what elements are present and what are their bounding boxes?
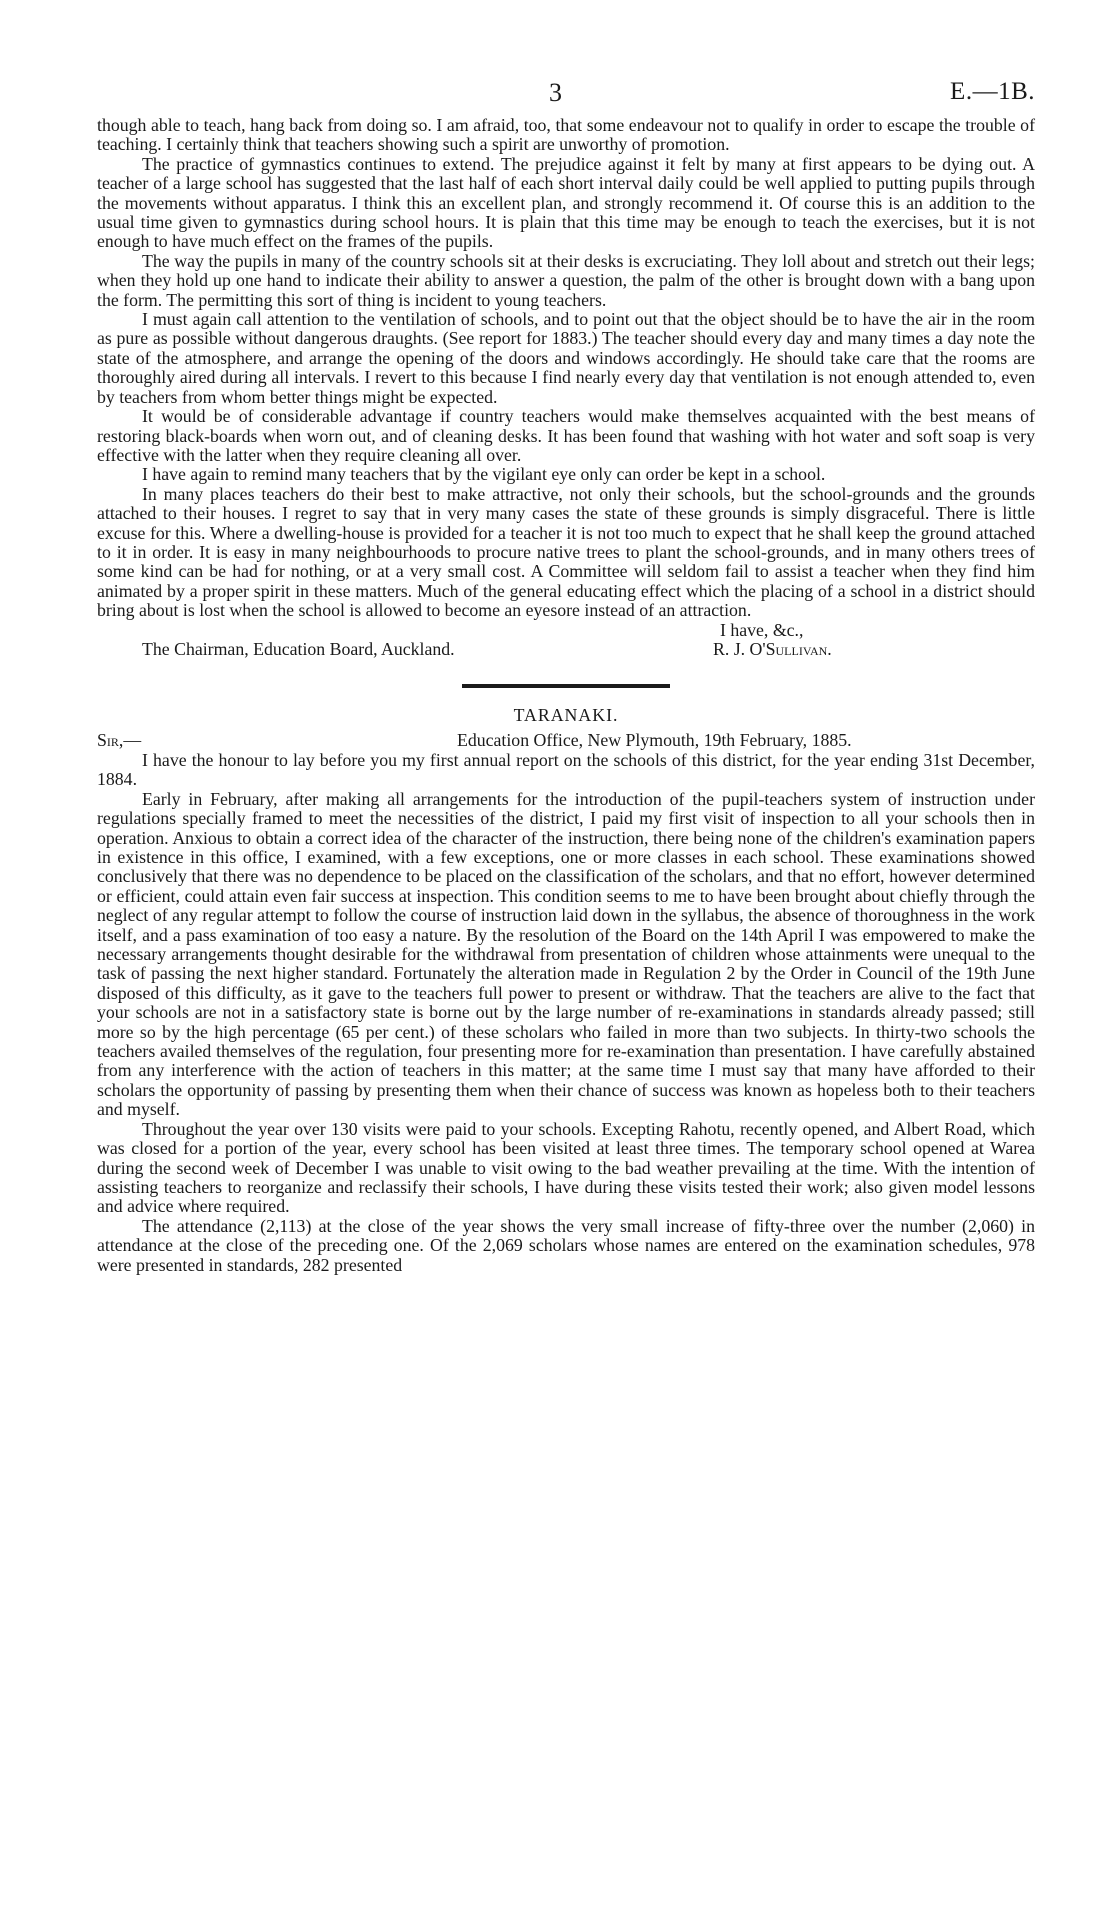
section-divider xyxy=(462,684,670,688)
closing-phrase: I have, &c., xyxy=(720,619,804,640)
taranaki-report-body xyxy=(97,751,1035,1275)
salutation-line xyxy=(97,731,1035,751)
paragraph-gymnastics: The practice of gymnastics continues to extend. The prejudice against it felt by many at first appears to be dying out. A teacher of a large school has suggested that the last half of each short interval daily could be well applied to putting pupils through the movements without apparatus. I think this an excellent plan, and strongly recommend it. Of course this is an addition to the usual time given to gymnastics during school hours. It is plain that this time may be enough to teach the exercises, but it is not enough to have much effect on the frames of the pupils. xyxy=(97,153,1035,252)
paragraph-continuation: though able to teach, hang back from doing so. I am afraid, too, that some endeavour not to qualify in order to escape the trouble of teaching. I certainly think that teachers showing such a spirit are unworthy of promotion. xyxy=(97,115,1035,155)
auckland-report-body xyxy=(97,116,1035,621)
paragraph-ventilation: I must again call attention to the ventilation of schools, and to point out that the object should be to have the air in the room as pure as possible without dangerous draughts. (See report for 1883.) The teacher should every day and many times a day note the state of the atmosphere, and arrange the opening of the doors and windows accordingly. He should take care that the rooms are thoroughly aired during all intervals. I revert to this because I find nearly every day that ventilation is not enough attended to, even by teachers from whom better things might be expected. xyxy=(97,309,1035,407)
paragraph-attendance: The attendance (2,113) at the close of the year shows the very small increase of fifty-three over the number (2,060) in attendance at the close of the preceding one. Of the 2,069 scholars whose names are entered on the examination schedules, 978 were presented in standards, 282 presented xyxy=(97,1215,1035,1275)
salutation-lead: S xyxy=(97,729,107,750)
addressee: The Chairman, Education Board, Auckland. xyxy=(142,638,455,659)
auckland-signoff xyxy=(97,621,1035,659)
signature-initials: R. J. O' xyxy=(713,638,766,659)
salutation-rest: ir,— xyxy=(106,729,142,750)
paragraph-order: I have again to remind many teachers that by the vigilant eye only can order be kept in a school. xyxy=(142,464,826,485)
paragraph-blackboards: It would be of considerable advantage if country teachers would make themselves acquainted with the best means of restoring black-boards when worn out, and of cleaning desks. It has been found that washing with hot water and soft soap is very effective with the latter when they require cleaning all over. xyxy=(97,406,1035,465)
paragraph-inspection: Early in February, after making all arrangements for the introduction of the pupil-teachers system of instruction under regulations specially framed to meet the necessities of the district, I paid my first visit of inspection to all your schools then in operation. Anxious to obtain a correct idea of the character of the instruction, there being none of the children's examination papers in existence in this office, I examined, with a few exceptions, one or more classes in each school. These examinations showed conclusively that there was no dependence to be placed on the classification of the scholars, and that no effort, however determined or efficient, could attain even fair success at inspection. This condition seems to me to have been brought about chiefly through the neglect of any regular attempt to follow the course of instruction laid down in the syllabus, the absence of thoroughness in the work itself, and a pass examination of too easy a nature. By the resolution of the Board on the 14th April I was empowered to make the necessary arrangements thought desirable for the withdrawal from presentation of children whose attainments were unequal to the task of passing the next higher standard. Fortunately the alteration made in Regulation 2 by the Order in Council of the 19th June disposed of this difficulty, as it gave to the teachers full power to present or withdraw. That the teachers are alive to the fact that your schools are not in a satisfactory state is borne out by the large number of re-examinations in standards already passed; still more so by the high percentage (65 per cent.) of these scholars who failed in more than two subjects. In thirty-two schools the teachers availed themselves of the regulation, four presenting more for re-examination than presentation. I have carefully abstained from any interference with the action of teachers in this matter; at the same time I must say that many have afforded to their scholars the opportunity of passing by presenting them when their chance of success was known as hopeless both to their teachers and myself. xyxy=(97,788,1035,1120)
paragraph-visits: Throughout the year over 130 visits were paid to your schools. Excepting Rahotu, recently opened, and Albert Road, which was closed for a portion of the year, every school has been visited at least three times. The temporary school opened at Warea during the second week of December I was unable to visit owing to the bad weather prevailing at the time. With the intention of assisting teachers to reorganize and reclassify their schools, I have during these visits tested their work; also given model lessons and advice where required. xyxy=(97,1118,1035,1217)
salutation xyxy=(97,731,141,750)
paragraph-grounds: In many places teachers do their best to make attractive, not only their schools, but the school-grounds and the grounds attached to their houses. I regret to say that in very many cases the state of these grounds is simply disgraceful. There is little excuse for this. Where a dwelling-house is provided for a teacher it is not too much to expect that he shall keep the ground attached to it in order. It is easy in many neighbourhoods to procure native trees to plant the school-grounds, and in many others trees of some kind can be had for nothing, or at a very small cost. A Committee will seldom fail to assist a teacher when they find him animated by a proper spirit in these matters. Much of the general educating effect which the placing of a school in a district should bring about is lost when the school is allowed to become an eyesore instead of an attraction. xyxy=(97,483,1035,621)
signature xyxy=(713,640,832,659)
dateline: Education Office, New Plymouth, 19th February, 1885. xyxy=(457,729,852,750)
signature-surname: Sullivan. xyxy=(765,638,832,659)
paragraph-introduction: I have the honour to lay before you my first annual report on the schools of this district, for the year ending 31st December, 1884. xyxy=(97,749,1035,790)
page-number: 3 xyxy=(549,78,562,107)
paragraph-posture: The way the pupils in many of the country schools sit at their desks is excruciating. They loll about and stretch out their legs; when they hold up one hand to indicate their ability to answer a question, the palm of the other is brought down with a bang upon the form. The permitting this sort of thing is incident to young teachers. xyxy=(97,250,1035,310)
document-reference: E.—1B. xyxy=(950,78,1035,105)
section-title: TARANAKI. xyxy=(513,704,619,725)
page-header xyxy=(97,78,1035,116)
document-page xyxy=(97,78,1035,1275)
